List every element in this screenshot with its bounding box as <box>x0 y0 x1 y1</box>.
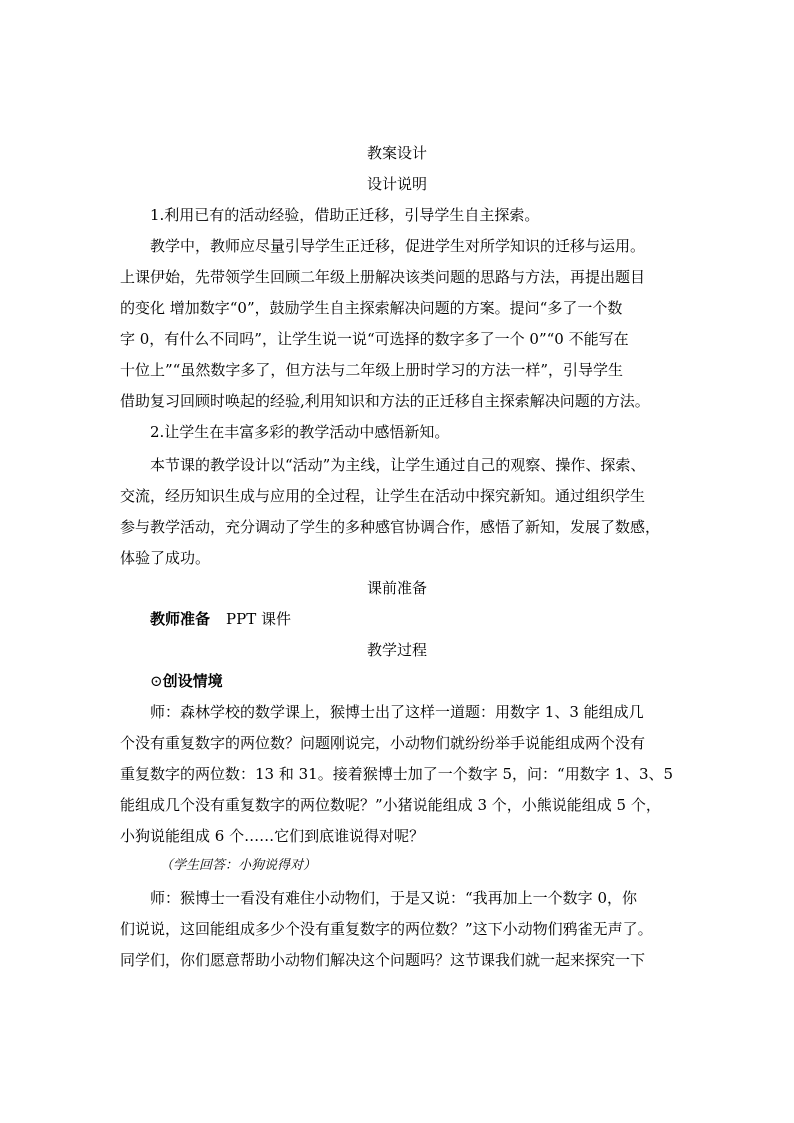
para3-line: 小狗说能组成 6 个……它们到底谁说得对呢？ <box>120 827 425 845</box>
section-heading <box>150 671 680 691</box>
point-2: 2.让学生在丰富多彩的教学活动中感悟新知。 <box>150 423 450 441</box>
prep-value: PPT 课件 <box>226 610 291 628</box>
para1-line: 教学中，教师应尽量引导学生正迁移，促进学生对所学知识的迁移与运用。 <box>150 237 646 255</box>
para4-line: 们说说，这回能组成多少个没有重复数字的两位数？”这下小动物们鸦雀无声了。 <box>120 920 653 938</box>
para1-line: 十位上”“虽然数字多了，但方法与二年级上册时学习的方法一样”，引导学生 <box>120 361 624 379</box>
para1-line: 上课伊始，先带领学生回顾二年级上册解决该类问题的思路与方法，再提出题目 <box>120 268 646 286</box>
para1-line: 借助复习回顾时唤起的经验,利用知识和方法的正迁移自主探索解决问题的方法。 <box>120 392 650 410</box>
para2-line: 体验了成功。 <box>120 549 211 567</box>
title-preparation: 课前准备 <box>366 579 427 597</box>
title-process: 教学过程 <box>366 641 427 659</box>
para3-line: 个没有重复数字的两位数？问题刚说完，小动物们就纷纷举手说能组成两个没有 <box>120 734 646 752</box>
point-1: 1.利用已有的活动经验，借助正迁移，引导学生自主探索。 <box>150 206 540 224</box>
prep-label: 教师准备 <box>150 610 211 628</box>
para3-line: 能组成几个没有重复数字的两位数呢？”小猪说能组成 3 个，小熊说能组成 5 个， <box>120 796 661 814</box>
title-lesson-plan: 教案设计 <box>366 144 427 162</box>
para1-line: 的变化 增加数字“0”，鼓励学生自主探索解决问题的方案。提问“多了一个数 <box>120 299 623 317</box>
prep-row <box>150 609 680 629</box>
para4-line: 同学们，你们愿意帮助小动物们解决这个问题吗？这节课我们就一起来探究一下 <box>120 951 646 969</box>
para2-line: 本节课的教学设计以“活动”为主线，让学生通过自己的观察、操作、探索、 <box>150 456 646 474</box>
student-answer-note: （学生回答：小狗说得对） <box>160 858 317 873</box>
title-design-notes: 设计说明 <box>366 175 427 193</box>
para3-line: 重复数字的两位数：13 和 31。接着猴博士加了一个数字 5，问：“用数字 1、3、5 <box>120 765 674 783</box>
para2-line: 交流，经历知识生成与应用的全过程，让学生在活动中探究新知。通过组织学生 <box>120 487 646 505</box>
para2-line: 参与教学活动，充分调动了学生的多种感官协调合作，感悟了新知，发展了数感， <box>120 518 661 536</box>
para1-line: 字 0，有什么不同吗”，让学生说一说“可选择的数字多了一个 0”“0 不能写在 <box>120 330 629 348</box>
circle-dot-icon: ⊙ <box>150 672 163 690</box>
para3-line: 师：森林学校的数学课上，猴博士出了这样一道题：用数字 1、3 能组成几 <box>150 703 644 721</box>
section-title: 创设情境 <box>162 672 223 690</box>
para4-line: 师：猴博士一看没有难住小动物们，于是又说：“我再加上一个数字 0，你 <box>150 889 637 907</box>
